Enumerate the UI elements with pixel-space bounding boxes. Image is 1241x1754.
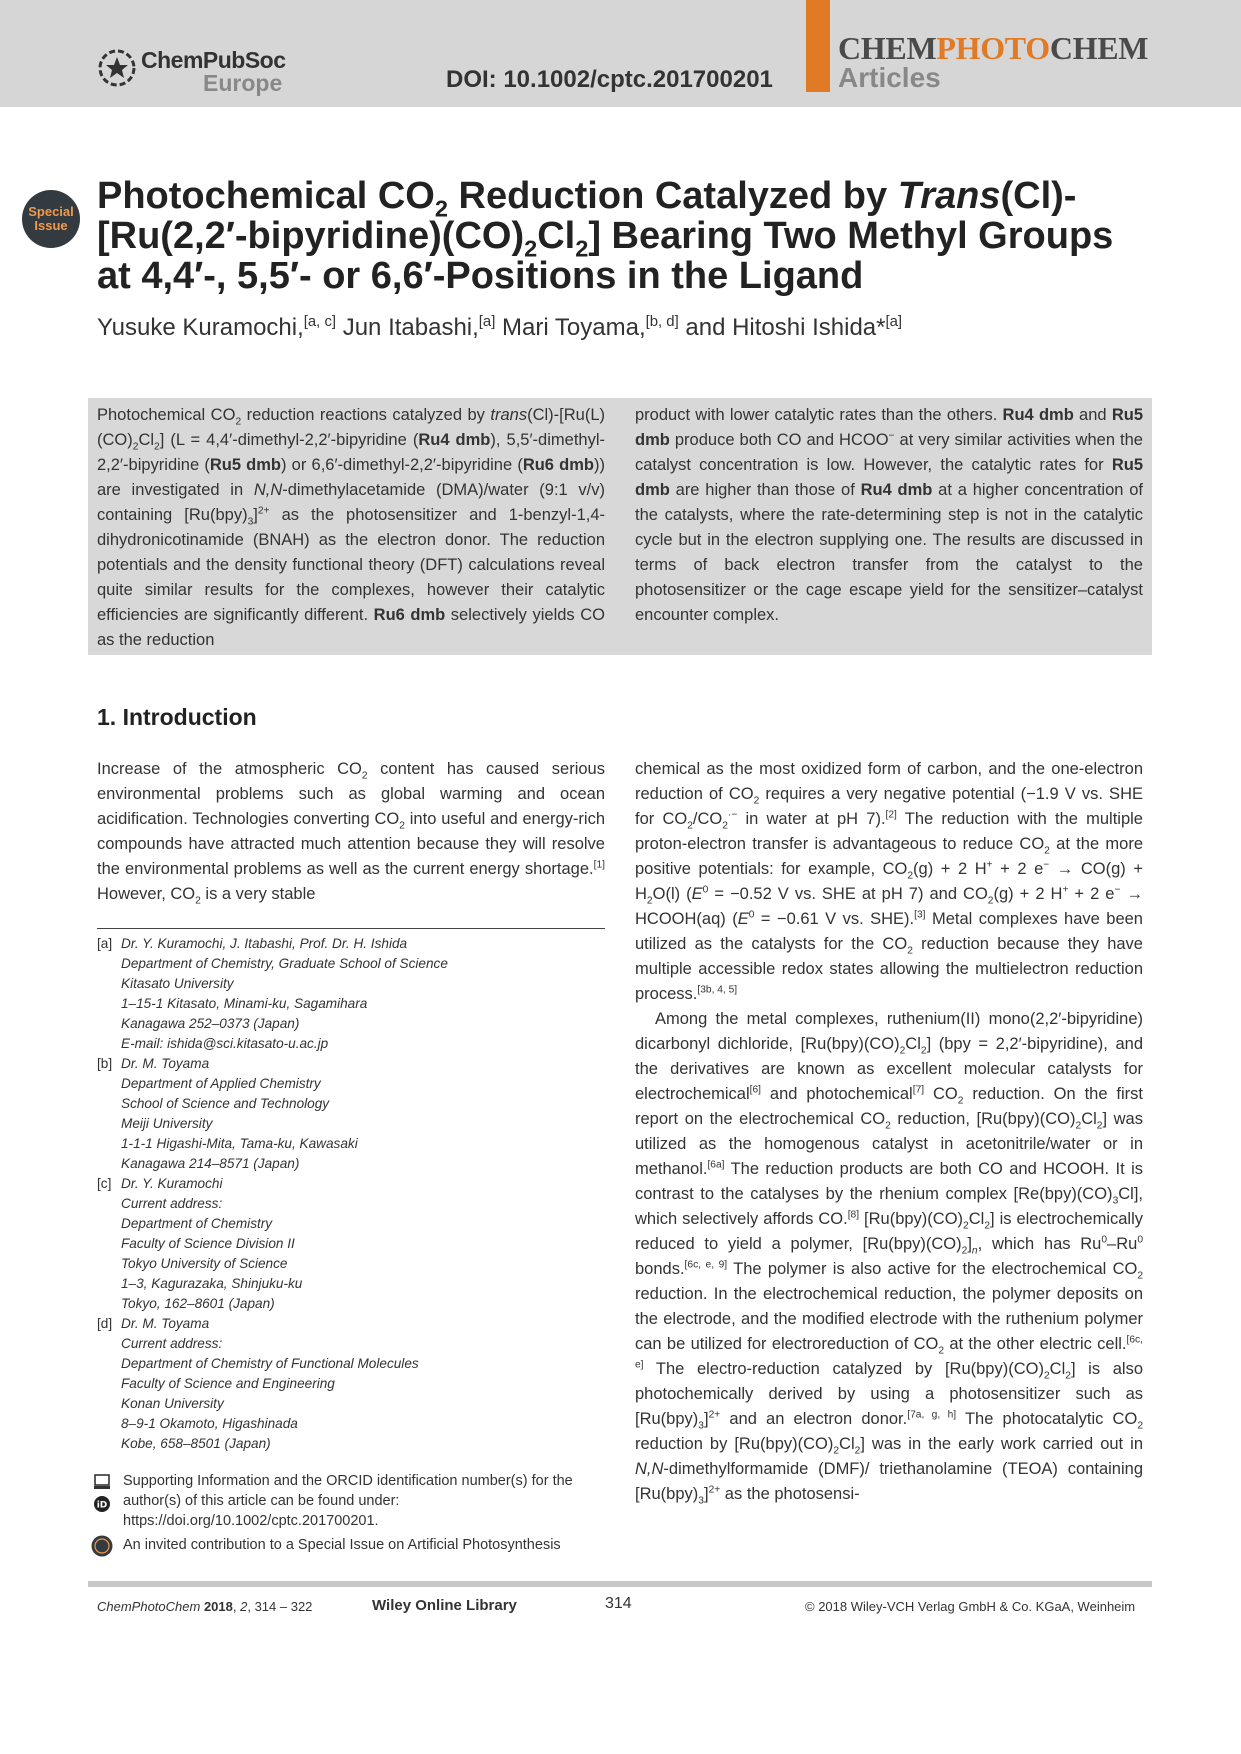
- badge-line2: Issue: [34, 218, 68, 233]
- journal-accent-bar: [806, 0, 830, 92]
- citation-ref[interactable]: [8]: [847, 1209, 860, 1221]
- footnote-divider: [97, 928, 605, 929]
- author-affiliation: [a]: [885, 314, 903, 330]
- intro-paragraph: chemical as the most oxidized form of carbon, and the one-electron reduction of $CO_2$ requires a very negative potential (−1.9 V vs. SHE for $CO_2/CO_2^{\cdot-}$ in water at pH 7).[2] The reduction with the multiple proton-electron transfer is advantageous to reduce $CO_2$ at the more positive potentials: for example, $CO_2(g) + 2$ H+ + 2 $e^- \to CO(g) + H_2O(l) (E^0 = -0.52$ V vs. SHE at pH 7) and $CO_2(g) + 2$ H+ + 2 e− → HCOOH(aq) ($E^0 = -0.61$ V vs. SHE).[3] Metal complexes have been utilized as the catalysts for the $CO_2$ reduction because they have multiple accessible redox states allowing the multielectron reduction process.[3b, 4, 5]: [635, 760, 1143, 1003]
- computer-icon: [93, 1473, 111, 1491]
- publisher-name: ChemPubSoc: [141, 47, 286, 73]
- section-label: Articles: [838, 62, 941, 93]
- intro-right-column: [635, 757, 1143, 1507]
- chempubsoc-logo-icon: [97, 48, 137, 88]
- citation-ref[interactable]: [3]: [914, 909, 926, 921]
- orcid-icon: [93, 1495, 111, 1513]
- journal-name-part3: CHEM: [1049, 30, 1149, 66]
- svg-text:iD: iD: [96, 1500, 108, 1511]
- author-affiliation: [a]: [478, 314, 496, 330]
- citation-ref[interactable]: [6a]: [707, 1159, 725, 1171]
- abstract-right-column: product with lower catalytic rates than the others. Ru4 dmb and Ru5 dmb produce both CO and HCOO− at very similar activities when the catalyst concentration is low. However, the catalytic rates for Ru5 dmb are higher than those of Ru4 dmb at a higher concentration of the catalysts, where the rate-determining step is not in the catalytic cycle but in the electron supplying one. The results are discussed in terms of back electron transfer from the catalyst to the photosensitizer or the cage escape yield for the sensitizer–catalyst encounter complex.: [635, 406, 1143, 624]
- intro-left-column: Increase of the atmospheric $CO_2$ content has caused serious environmental problems such as global warming and ocean acidification. Technologies converting $CO_2$ into useful and energy-rich compounds have attracted much attention because they will resolve the environmental problems as well as the current energy shortage.[1] However, $CO_2$ is a very stable: [97, 760, 605, 907]
- footer-citation: ChemPhotoChem 2018, 2, 314 – 322: [97, 1599, 313, 1614]
- citation-ref[interactable]: [6]: [749, 1084, 762, 1096]
- supporting-info-note[interactable]: iD Supporting Information and the ORCID identification number(s) for the author(s) of this article can be found under: https://doi.org/10.1002/cptc.201700201.: [97, 1471, 623, 1531]
- author-name: and Hitoshi Ishida*: [678, 314, 886, 341]
- page-number: 314: [605, 1595, 632, 1612]
- affiliation-entry: [c] Dr. Y. Kuramochi Current address: Department of Chemistry Faculty of Science Division II Tokyo University of Science 1–3, Kagurazaka, Shinjuku-ku Tokyo, 162–8601 (Japan): [97, 1176, 303, 1311]
- citation-ref[interactable]: [7a, g, h]: [907, 1409, 957, 1421]
- copyright: © 2018 Wiley-VCH Verlag GmbH & Co. KGaA, Weinheim: [805, 1599, 1136, 1614]
- special-issue-badge: [22, 190, 80, 248]
- publisher-logo[interactable]: [97, 44, 286, 96]
- badge-line1: Special: [28, 204, 74, 219]
- author-name: Mari Toyama,: [495, 314, 646, 341]
- publisher-region: Europe: [203, 70, 283, 96]
- journal-name-part1: CHEM: [838, 30, 937, 66]
- wiley-library-link[interactable]: Wiley Online Library: [372, 1597, 517, 1614]
- citation-ref[interactable]: [7]: [912, 1084, 925, 1096]
- citation-ref[interactable]: [6c, e, 9]: [684, 1259, 728, 1271]
- author-name: Yusuke Kuramochi,: [97, 314, 304, 341]
- author-name: Jun Itabashi,: [336, 314, 479, 341]
- affiliation-entry: [d] Dr. M. Toyama Current address: Department of Chemistry of Functional Molecules Faculty of Science and Engineering Konan University 8–9-1 Okamoto, Higashinada Kobe, 658–8501 (Japan): [97, 1316, 419, 1451]
- affiliations: [97, 934, 607, 1454]
- article-title: Photochemical $CO_2$ Reduction Catalyzed by $Trans(Cl)-[Ru(2,2'-bipyridine)(CO)_2Cl_2]$ Bearing Two Methyl Groups at 4,4′-, 5,5′- or 6,6′-Positions in the Ligand: [97, 175, 1114, 297]
- section-heading: 1. Introduction: [97, 704, 257, 730]
- citation-ref[interactable]: [6c, e]: [635, 1334, 1143, 1371]
- footer-rule: [88, 1581, 1152, 1587]
- invited-note: An invited contribution to a Special Issue on Artificial Photosynthesis: [97, 1535, 623, 1555]
- email-link[interactable]: E-mail: ishida@sci.kitasato-u.ac.jp: [121, 1036, 329, 1051]
- author-affiliation: [a, c]: [303, 314, 337, 330]
- affiliation-entry: [a] Dr. Y. Kuramochi, J. Itabashi, Prof. Dr. H. Ishida Department of Chemistry, Graduate School of Science Kitasato University 1–15-1 Kitasato, Minami-ku, Sagamihara Kanagawa 252–0373 (Japan) E-mail: ishida@sci.kitasato-u.ac.jp: [97, 934, 607, 1054]
- author-affiliation: [b, d]: [645, 314, 679, 330]
- citation-ref[interactable]: [1]: [593, 859, 605, 871]
- affiliation-entry: [b] Dr. M. Toyama Department of Applied Chemistry School of Science and Technology Meiji University 1-1-1 Higashi-Mita, Tama-ku, Kawasaki Kanagawa 214–8571 (Japan): [97, 1056, 358, 1171]
- special-issue-icon: [91, 1535, 113, 1557]
- journal-name-part2: PHOTO: [936, 30, 1050, 66]
- author-list: [97, 314, 902, 342]
- citation-ref[interactable]: [2]: [885, 809, 897, 821]
- doi-link[interactable]: DOI: 10.1002/cptc.201700201: [446, 66, 773, 93]
- intro-paragraph: Among the metal complexes, ruthenium(II) mono(2,2′-bipyridine) dicarbonyl dichloride, $[Ru(bpy)(CO)_2Cl_2] (bpy$ = 2,2′-bipyridine), and the derivatives are known as excellent molecular catalysts for electrochemical[6] and photochemical[7] $CO_2$ reduction. On the first report on the electrochemical $CO_2$ reduction, $[Ru(bpy)(CO)_2Cl_2]$ was utilized as the homogenous catalyst in acetonitrile/water or in methanol.[6a] The reduction products are both CO and HCOOH. It is contrast to the catalyses by the rhenium complex $[Re(bpy)(CO)_3Cl]$, which selectively affords CO.[8] $[Ru(bpy)(CO)_2Cl_2]$ is electrochemically reduced to yield a polymer, $[Ru(bpy)(CO)_2]_n$, which has Ru$^0$–Ru$^0$ bonds.[6c, e, 9] The polymer is also active for the electrochemical $CO_2$ reduction. In the electrochemical reduction, the polymer deposits on the electrode, and the modified electrode with the ruthenium polymer can be utilized for electroreduction of $CO_2$ at the other electric cell.[6c, e] The electro-reduction catalyzed by $[Ru(bpy)(CO)_2Cl_2]$ is also photochemically derived by using a photosensitizer such as $[Ru(bpy)_3]^{2+}$ and an electron donor.[7a, g, h] The photocatalytic $CO_2$ reduction by $[Ru(bpy)(CO)_2Cl_2]$ was in the early work carried out in N,N-dimethylformamide (DMF)/ triethanolamine (TEOA) containing $[Ru(bpy)_3]^{2+}$ as the photosensi-: [635, 1010, 1144, 1507]
- abstract-left-column: Photochemical $CO_2$ reduction reactions catalyzed by $trans(Cl)-[Ru(L)(CO)_2Cl_2] (L$ = 4,4′-dimethyl-2,2′-bipyridine (Ru4 dmb), 5,5′-dimethyl-2,2′-bipyridine (Ru5 dmb) or 6,6′-dimethyl-2,2′-bipyridine (Ru6 dmb)) are investigated in N,N-dimethylacetamide (DMA)/water (9:1 v/v) containing $[Ru(bpy)_3]^{2+}$ as the photosensitizer and 1-benzyl-1,4-dihydronicotinamide (BNAH) as the electron donor. The reduction potentials and the density functional theory (DFT) calculations reveal quite similar results for the complexes, however their catalytic efficiencies are significantly different. Ru6 dmb selectively yields CO as the reduction: [97, 406, 605, 649]
- citation-ref[interactable]: [3b, 4, 5]: [697, 984, 738, 996]
